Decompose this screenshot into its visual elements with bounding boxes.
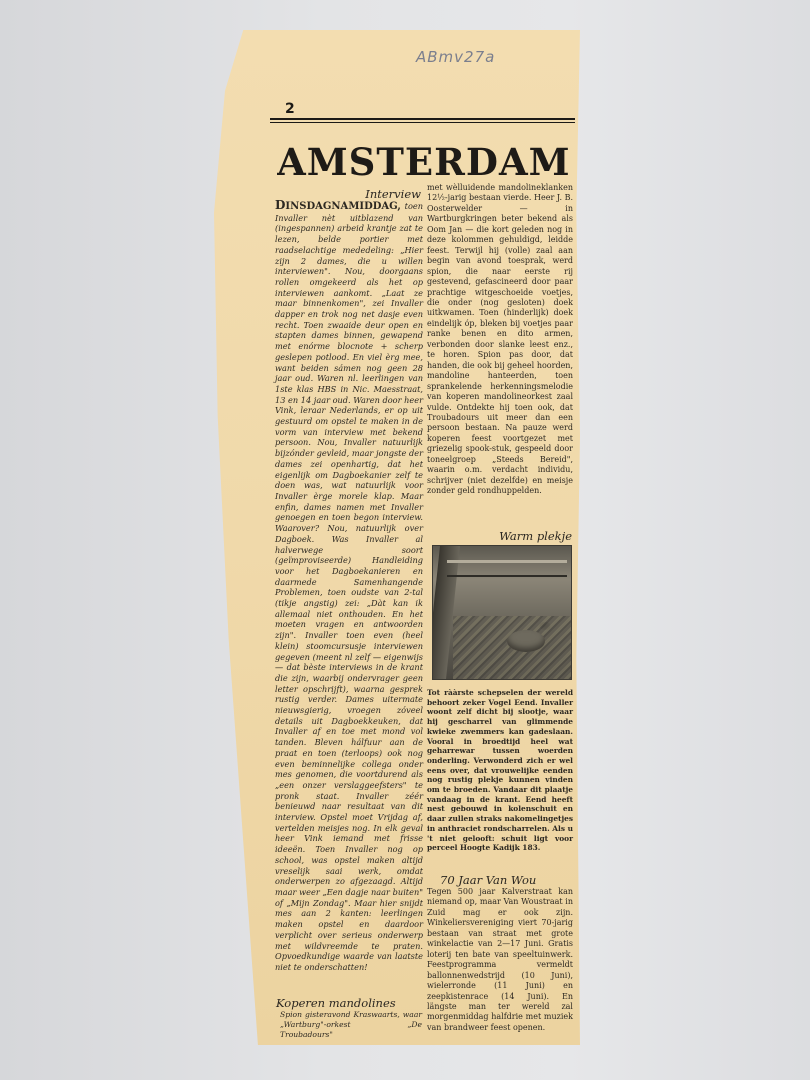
left-column-article (275, 200, 423, 973)
right-column-bottom-text: Tegen 500 jaar Kalverstraat kan niemand op, maar Van Woustraat in Zuid mag er ook zijn. Winkeliersvereniging viert 70-jarig bestaan van straat met grote winkelactie van 2—17 Juni. Gratis loterij ten bate van speeltuinwerk. Feestprogramma vermeldt ballonnenwedstrijd (10 Juni), wielerronde (11 Juni) en zeepkistenrace (14 Juni). En längste man ter wereld zal morgenmiddag halfdrie met muziek van brandweer feest openen. (427, 887, 573, 1032)
duck-figure (507, 630, 545, 652)
duck-photo (432, 545, 572, 680)
top-rule (270, 118, 575, 120)
heading-warm-plekje: Warm plekje (499, 529, 572, 543)
heading-interview: Interview (365, 187, 421, 201)
top-rule-thin (270, 122, 575, 123)
right-column-top-text: met wèlluidende mandolineklanken 12½-jarig bestaan vierde. Heer J. B. Oosterwelder — in Wartburgkringen beter bekend als Oom Jan — die kort geleden nog in deze kolommen gehuldigd, leidde feest. Terwijl hij (volle) zaal aan begin van avond toesprak, werd spion, die naar eerste rij gestevend, gefascineerd door paar prachtige witgeschoeide voetjes, die onder (nog gesloten) doek uitkwamen. Toen (hinderlijk) doek eindelijk óp, bleken bij voetjes paar ranke benen en dito armen, verbonden door slanke leest enz., te horen. Spion pas door, dat handen, die ook bij geheel hoorden, mandoline hanteerden, toen sprankelende herkenningsmelodie van koperen mandolineorkest zaal vulde. Ontdekte hij toen ook, dat Troubadours uit meer dan een persoon bestaan. Na pauze werd koperen feest voortgezet met griezelig spook-stuk, gespeeld door toneelgroep „Steeds Bereid", waarin o.m. verdacht individu, schrijver (niet dezelfde) en meisje zonder geld rondhuppelden. (427, 183, 573, 496)
page-number: 2 (285, 101, 295, 117)
photo-caption: Tot rààrste schepselen der wereld behoort zeker Vogel Eend. Invaller woont zelf dicht bij slootje, waar hij gescharrel van glimmende kwieke zwemmers kan gadeslaan. Vooral in broedtijd heel wat geharrewar tussen woerden onderling. Verwonderd zich er wel eens over, dat vrouwelijke eenden nog rustig plekje kunnen vinden om te broeden. Vandaar dit plaatje vandaag in de krant. Eend heeft nest gebouwd in kolenschuit en daar zullen straks nakomelingetjes in anthraciet rondscharrelen. Als u 't niet gelooft: schuit ligt voor perceel Hoogte Kadijk 183. (427, 688, 573, 853)
bottom-left-text: Spion gisteravond Kraswaarts, waar „Wartburg"-orkest „De Troubadours" (280, 1010, 422, 1039)
left-column-text: toen Invaller nèt uitblazend van (ingespannen) arbeid krantje zat te lezen, belde portier met raadselachtige mededeling: „Hier zijn 2 dames, die u willen interviewen". Nou, doorgaans rollen omgekeerd als het op interviewen aankomt. „Laat ze maar binnenkomen", zei Invaller dapper en trok nog net dasje even recht. Toen zwaaide deur open en stapten dames binnen, gewapend met enórme blocnote + scherp geslepen potlood. En viel èrg mee, want beiden sámen nog geen 28 jaar oud. Waren nl. leerlingen van 1ste klas HBS in Nic. Maesstraat, 13 en 14 jaar oud. Waren door heer Vink, leraar Nederlands, er op uit gestuurd om opstel te maken in de vorm van interview met bekend persoon. Nou, Invaller natuurlijk bijzónder gevleid, maar jongste der dames zei openhartig, dat het eigenlijk om Dagboekanier zelf te doen was, wat natuurlijk voor Invaller èrge morele klap. Maar enfin, dames namen met Invaller genoegen en toen begon interview. Waarover? Nou, natuurlijk over Dagboek. Was Invaller al halverwege soort (geïmproviseerde) Handleiding voor het Dagboekanieren en daarmede Samenhangende Problemen, toen oudste van 2-tal (tikje angstig) zei: „Dàt kan ik allemaal niet onthouden. En het moeten vragen en antwoorden zijn". Invaller toen even (heel klein) stoomcursusje interviewen gegeven (meent nl zelf — eigenwijs — dat bèste interviews in de krant die zijn, waarbij ondervrager geen letter opschrijft), waarna gesprek rustig verder. Dames uitermate nieuwsgierig, vroegen zóveel details uit Dagboekkeuken, dat Invaller af en toe met mond vol tanden. Bleven hálfuur aan de praat en toen (terloops) ook nog even beminnelijke collega onder mes genomen, die voortdurend als „een onzer verslaggeefsters" te pronk staat. Invaller zéér benieuwd naar resultaat van dit interview. Opstel moet Vrijdag af, vertelden meisjes nog. In elk geval heer Vink iemand met frisse ideeën. Toen Invaller nog op school, was opstel maken altijd vreselijk saai werk, omdat onderwerpen zo afgezaagd. Altijd maar weer „Een dagje naar buiten" of „Mijn Zondag". Maar hier snijdt mes aan 2 kanten: leerlingen maken opstel en daardoor verplicht over serieus onderwerp met wildvreemde te praten. Opvoedkundige waarde van laatste niet te onderschatten! (275, 201, 423, 972)
photo-frame (447, 560, 567, 577)
dropcap: D (275, 198, 286, 212)
heading-70-jaar: 70 Jaar Van Wou (440, 873, 537, 887)
heading-koperen-mandolines: Koperen mandolines (276, 996, 396, 1010)
first-word: INSDAGNAMIDDAG, (285, 201, 401, 212)
masthead: AMSTERDAM (277, 140, 571, 184)
handwritten-reference: ABmv27a (416, 48, 496, 66)
